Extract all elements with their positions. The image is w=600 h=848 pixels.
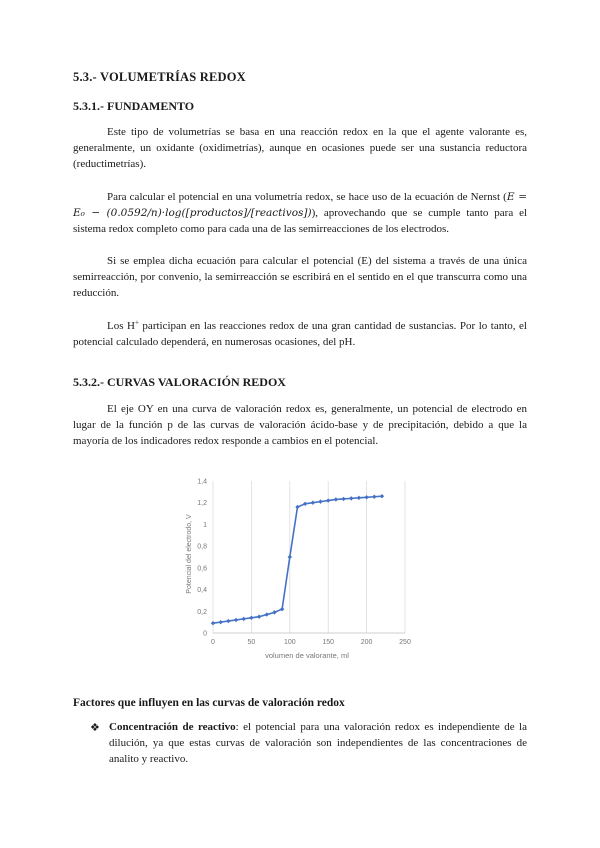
paragraph-fundamento-1: Este tipo de volumetrías se basa en una reacción redox en la que el agente valorante es, generalmente, un oxidante (oxidimetrías), aunque en ocasiones puede ser una sustancia reductora (reductimetrías).: [73, 126, 527, 170]
chart-y-tick-label: 1,4: [197, 478, 207, 486]
chart-data-point: [334, 497, 338, 501]
factor-item: [90, 719, 527, 767]
chart-data-point: [257, 615, 261, 619]
chart-data-point: [326, 498, 330, 502]
chart-data-point: [364, 495, 368, 499]
chart-data-point: [249, 616, 253, 620]
paragraph-ph: [73, 318, 527, 350]
chart-data-point: [349, 496, 353, 500]
chart-x-tick-label: 150: [322, 639, 335, 646]
nernst-text-before: Para calcular el potencial en una volumetría redox, se hace uso de la ecuación de Nernst (: [107, 191, 507, 203]
chart-data-point: [311, 501, 315, 505]
chart-data-point: [372, 495, 376, 499]
chart-y-tick-label: 0,2: [197, 608, 207, 616]
chart-data-point: [280, 607, 284, 611]
chart-y-tick-label: 0,8: [197, 543, 207, 551]
chart-data-point: [341, 497, 345, 501]
chart-x-tick-label: 100: [283, 639, 296, 646]
chart-y-tick-label: 0,4: [197, 587, 207, 595]
factor-item-text: [109, 719, 527, 767]
chart-data-point: [234, 618, 238, 622]
chart-data-point: [288, 555, 292, 559]
chart-data-point: [218, 620, 222, 624]
chart-data-point: [303, 502, 307, 506]
chart-data-point: [357, 496, 361, 500]
chart-series-line: [213, 496, 382, 623]
paragraph-curvas-1: El eje OY en una curva de valoración redox es, generalmente, un potencial de electrodo en lugar de la función p de las curvas de valoración ácido-base y de precipitación, debido a que la mayoría de los indicadores redox responde a cambios en el potencial.: [73, 403, 527, 447]
chart-x-tick-label: 0: [211, 639, 215, 646]
nernst-equation: E = E₀ − (0.0592/n)·log([productos]/[reactivos]): [73, 191, 527, 219]
ph-text-before: Los H: [107, 320, 135, 332]
section-title: 5.3.- VOLUMETRÍAS REDOX: [73, 70, 246, 84]
factor-term: Concentración de reactivo: [109, 721, 236, 733]
paragraph-fundamento-3: Si se emplea dicha ecuación para calcular el potencial (E) del sistema a través de una única semirreacción, por convenio, la semirreacción se escribirá en el sentido en el que transcurra como una reducción.: [73, 255, 527, 299]
diamond-bullet-icon: ❖: [90, 721, 100, 734]
chart-y-tick-label: 1,2: [197, 500, 207, 508]
factor-description: : el potencial para una valoración redox es independiente de la dilución, ya que estas curvas de valoración son independientes de las concentraciones de analito y reactivo.: [109, 721, 527, 765]
chart-y-axis-label: Potencial del electrodo, V: [186, 514, 193, 594]
nernst-text-after: ), aprovechando que se cumple tanto para el sistema redox completo como para cada una de las semirreacciones de los electrodos.: [73, 207, 528, 235]
ph-text-after: participan en las reacciones redox de una gran cantidad de sustancias. Por lo tanto, el potencial calculado dependerá, en numerosas ocasiones, del pH.: [73, 320, 527, 348]
chart-data-point: [380, 494, 384, 498]
factors-heading: Factores que influyen en las curvas de valoración redox: [73, 697, 345, 709]
chart-data-point: [265, 612, 269, 616]
chart-data-point: [295, 505, 299, 509]
chart-data-point: [211, 621, 215, 625]
chart-data-point: [272, 610, 276, 614]
chart-y-tick-label: 1: [203, 521, 207, 529]
subsection-title-fundamento: 5.3.1.- FUNDAMENTO: [73, 99, 195, 113]
chart-data-point: [242, 617, 246, 621]
ph-superscript: +: [134, 318, 139, 327]
chart-data-point: [318, 499, 322, 503]
chart-x-tick-label: 50: [247, 639, 256, 646]
chart-series: [211, 494, 384, 625]
chart-y-tick-label: 0,6: [197, 565, 207, 573]
chart-y-tick-label: 0: [203, 630, 207, 638]
chart-x-axis-label: volumen de valorante, ml: [265, 651, 349, 659]
paragraph-nernst: [73, 189, 527, 237]
chart-data-point: [226, 619, 230, 623]
subsection-title-curvas: 5.3.2.- CURVAS VALORACIÓN REDOX: [73, 375, 286, 389]
titration-curve-chart: [183, 469, 413, 659]
chart-x-tick-label: 200: [360, 639, 373, 646]
chart-x-tick-label: 250: [399, 639, 411, 646]
